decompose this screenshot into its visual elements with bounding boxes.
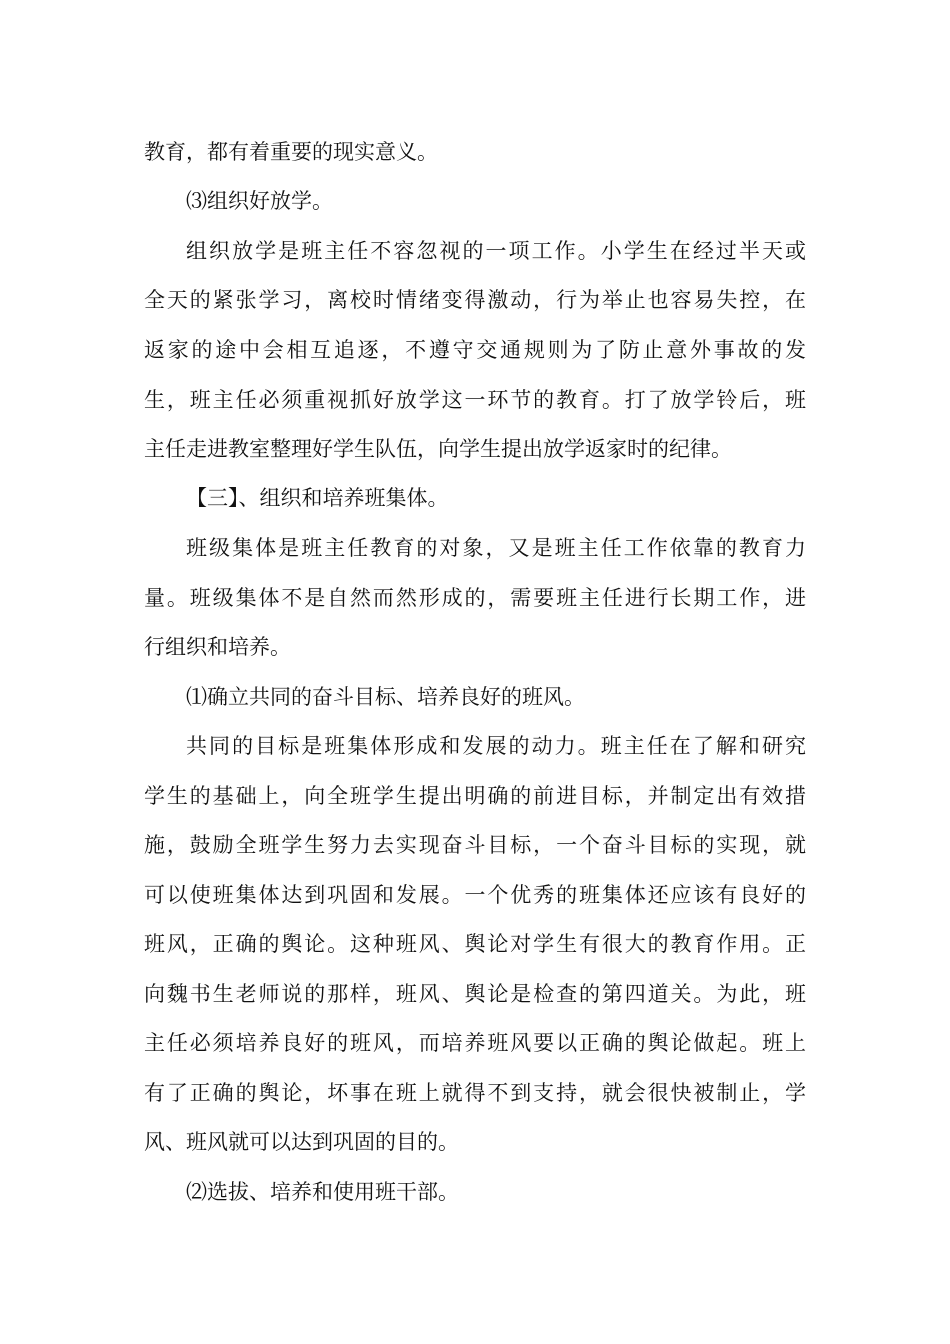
paragraph-line: 全天的紧张学习，离校时情绪变得激动，行为举止也容易失控，在 (144, 288, 806, 312)
paragraph-line: 班风，正确的舆论。这种班风、舆论对学生有很大的教育作用。正 (144, 932, 806, 956)
paragraph-line: 返家的途中会相互追逐，不遵守交通规则为了防止意外事故的发 (144, 338, 806, 362)
section-heading: ⑶组织好放学。 (186, 189, 333, 213)
paragraph-line: 学生的基础上，向全班学生提出明确的前进目标，并制定出有效措 (144, 784, 806, 808)
paragraph-line: 生，班主任必须重视抓好放学这一环节的教育。打了放学铃后，班 (144, 388, 806, 412)
paragraph-line: 向魏书生老师说的那样，班风、舆论是检查的第四道关。为此，班 (144, 982, 806, 1006)
paragraph-line: 共同的目标是班集体形成和发展的动力。班主任在了解和研究 (186, 734, 806, 758)
paragraph-line: 施，鼓励全班学生努力去实现奋斗目标，一个奋斗目标的实现，就 (144, 833, 806, 857)
paragraph-line: 可以使班集体达到巩固和发展。一个优秀的班集体还应该有良好的 (144, 883, 806, 907)
paragraph-line: 行组织和培养。 (144, 635, 291, 659)
section-heading: ⑴确立共同的奋斗目标、培养良好的班风。 (186, 685, 585, 709)
section-heading: 【三】、组织和培养班集体。 (186, 486, 449, 510)
paragraph-line: 风、班风就可以达到巩固的目的。 (144, 1130, 459, 1154)
text-line: 教育，都有着重要的现实意义。 (144, 140, 438, 164)
paragraph-line: 有了正确的舆论，坏事在班上就得不到支持，就会很快被制止，学 (144, 1081, 806, 1105)
paragraph-line: 班级集体是班主任教育的对象，又是班主任工作依靠的教育力 (186, 536, 806, 560)
paragraph-line: 量。班级集体不是自然而然形成的，需要班主任进行长期工作，进 (144, 586, 806, 610)
paragraph-line: 主任走进教室整理好学生队伍，向学生提出放学返家时的纪律。 (144, 437, 732, 461)
section-heading: ⑵选拔、培养和使用班干部。 (186, 1180, 459, 1204)
paragraph-line: 组织放学是班主任不容忽视的一项工作。小学生在经过半天或 (186, 239, 806, 263)
paragraph-line: 主任必须培养良好的班风，而培养班风要以正确的舆论做起。班上 (144, 1031, 806, 1055)
